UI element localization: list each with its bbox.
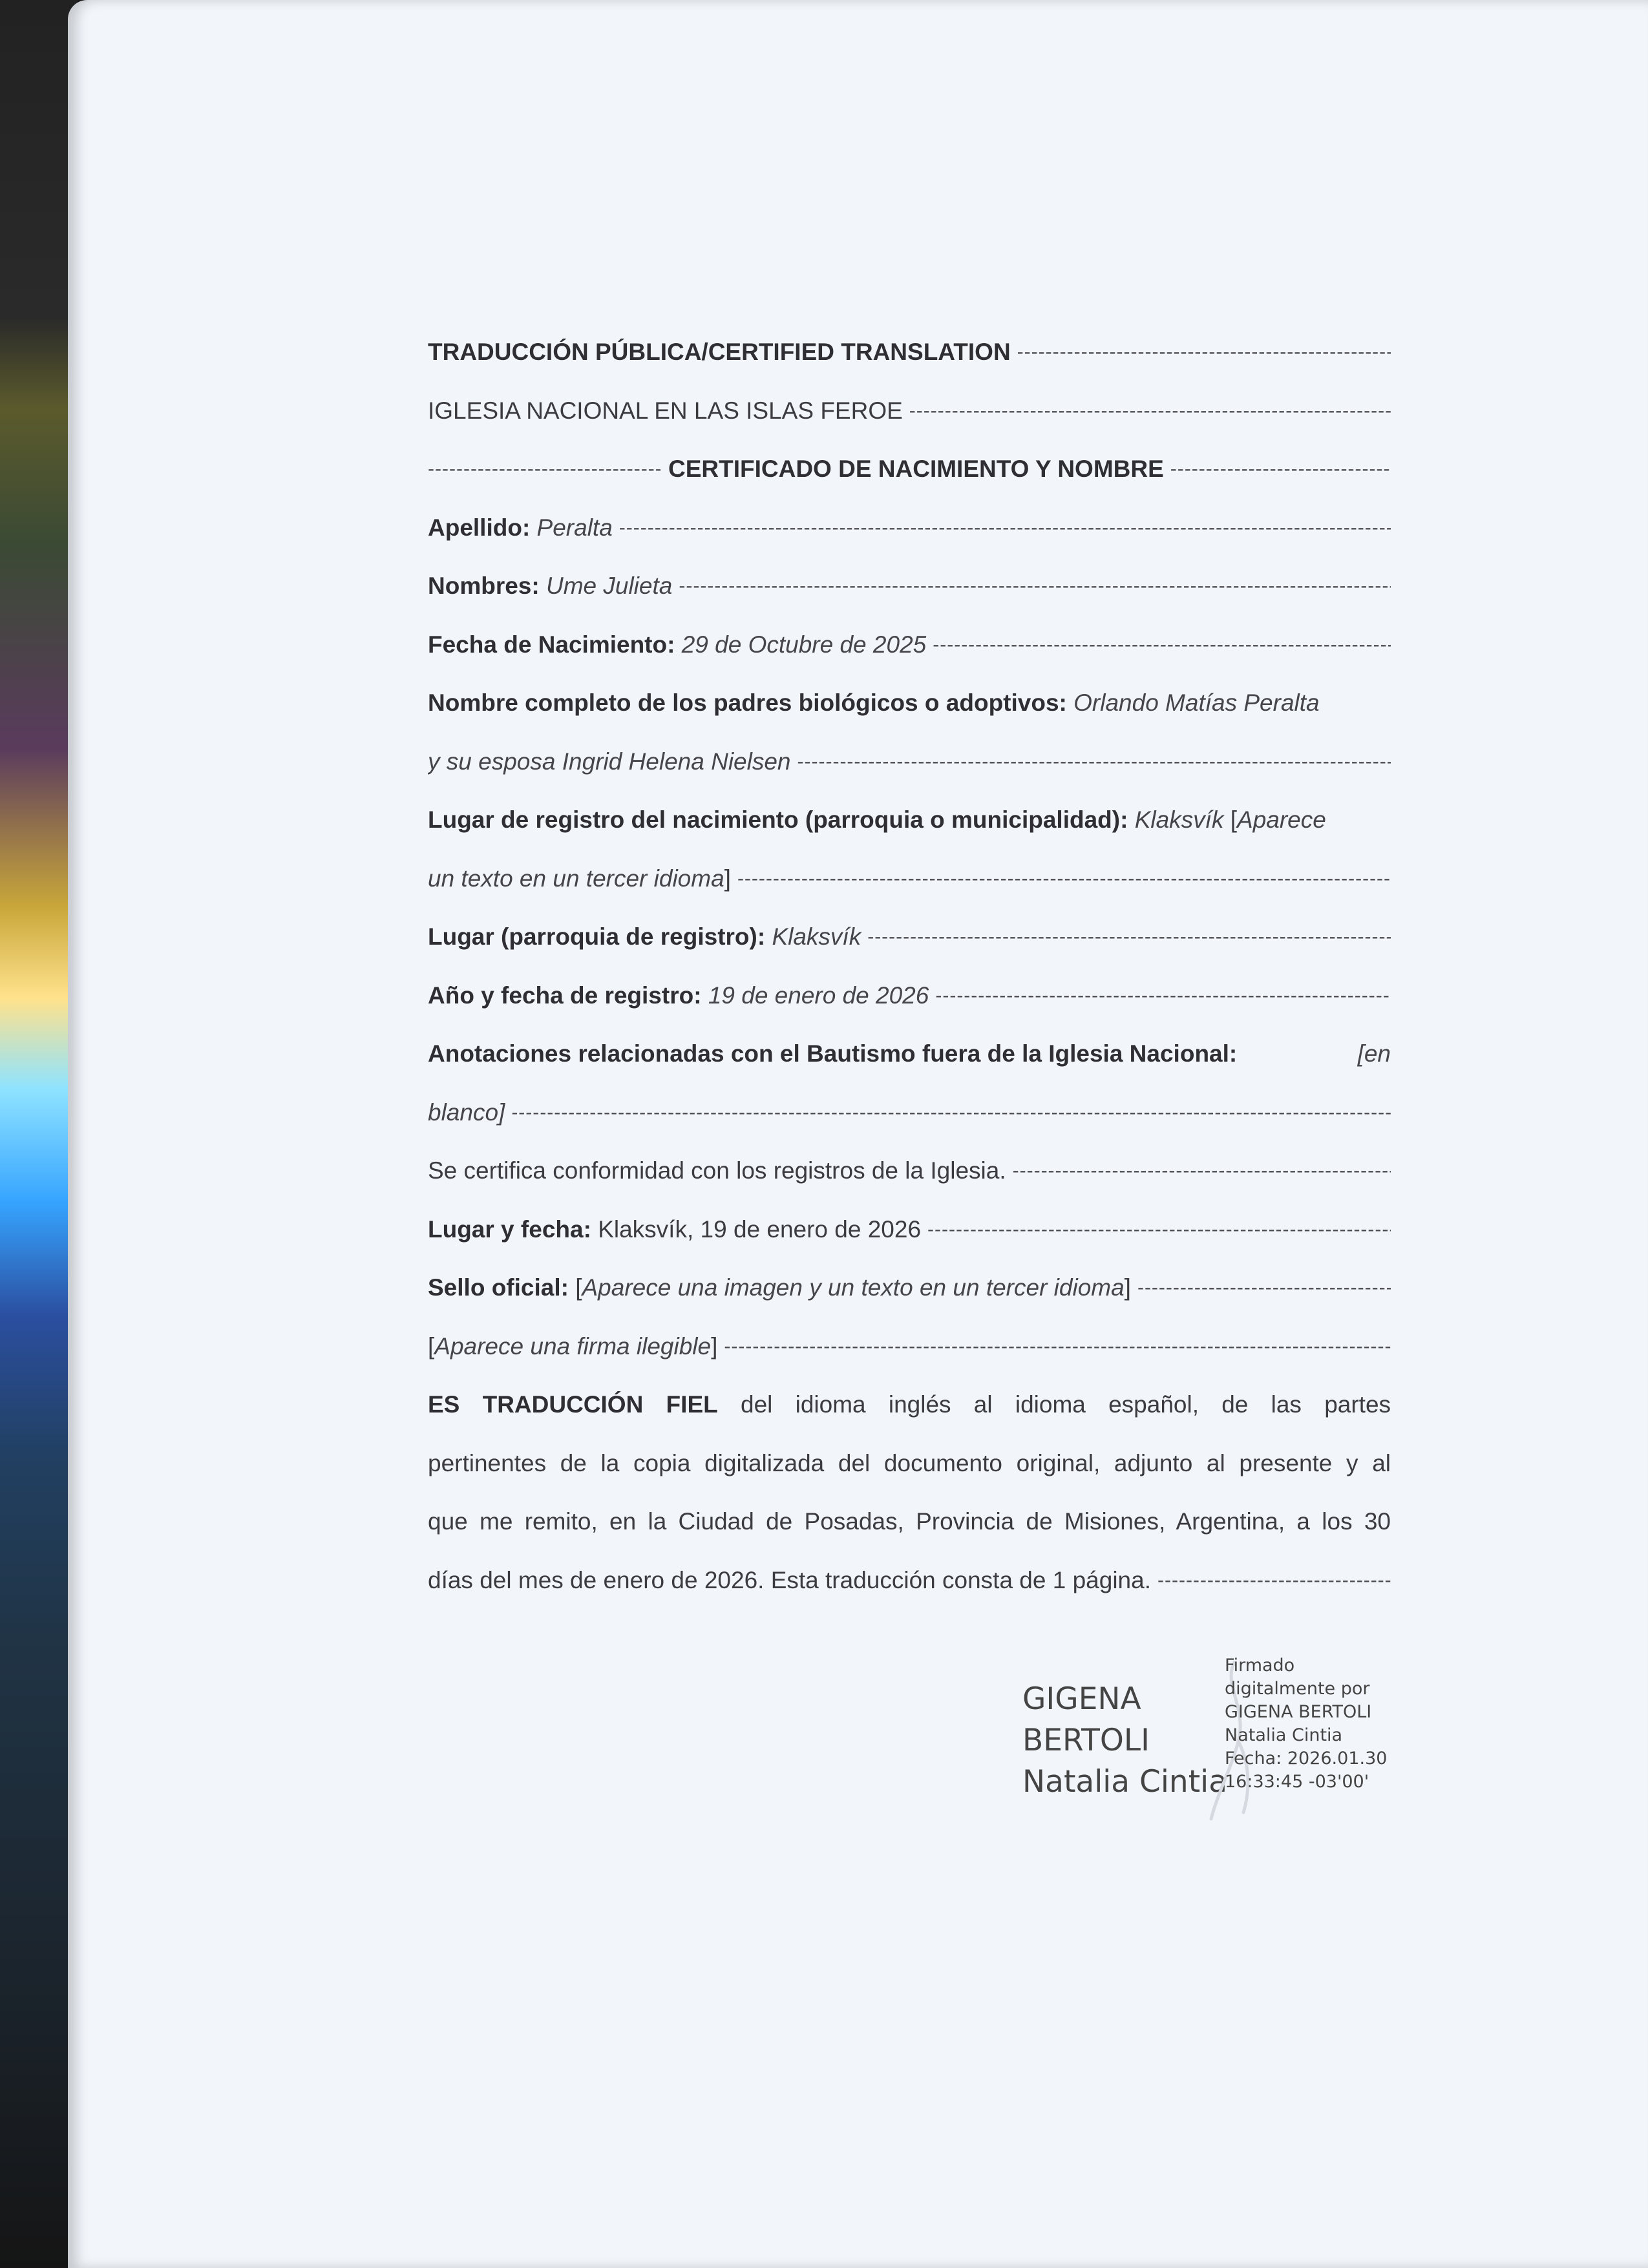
dash-fill	[798, 733, 1391, 792]
dash-fill	[1013, 1142, 1391, 1201]
signature-meta-line: 16:33:45 -03'00'	[1225, 1772, 1369, 1792]
seal-line	[428, 1259, 1391, 1318]
dash-fill	[511, 1084, 1391, 1142]
place-date-value: Klaksvík, 19 de enero de 2026	[598, 1215, 922, 1243]
parents-value: Orlando Matías Peralta	[1073, 689, 1320, 716]
signature-meta-line: digitalmente por	[1225, 1679, 1370, 1699]
bracket: [	[575, 1274, 582, 1301]
closing-line-2	[428, 1434, 1391, 1493]
registration-date-value: 19 de enero de 2026	[708, 982, 929, 1009]
dash-fill	[1170, 440, 1391, 499]
parish-value: Klaksvík	[772, 923, 861, 950]
certificate-title: CERTIFICADO DE NACIMIENTO Y NOMBRE	[668, 456, 1164, 482]
bracket: ]	[724, 865, 731, 892]
church-line	[428, 382, 1391, 441]
closing-text: pertinentes de la copia digitalizada del documento original, adjunto al presente y al	[428, 1449, 1391, 1476]
place-date-label: Lugar y fecha:	[428, 1215, 591, 1243]
registry-value: Klaksvík	[1134, 806, 1224, 833]
dash-fill	[737, 850, 1391, 908]
signer-surname-1: GIGENA	[1022, 1681, 1141, 1717]
parents-line	[428, 674, 1391, 733]
signature-note-line	[428, 1318, 1391, 1376]
dash-fill	[909, 382, 1391, 441]
dash-fill	[867, 908, 1391, 967]
bracket: [	[428, 1332, 435, 1360]
header-line	[428, 323, 1391, 382]
parish-line	[428, 908, 1391, 967]
dash-fill	[933, 616, 1391, 675]
parents-label: Nombre completo de los padres biológicos o adoptivos:	[428, 689, 1067, 716]
church-name: IGLESIA NACIONAL EN LAS ISLAS FEROE	[428, 397, 903, 424]
closing-text: días del mes de enero de 2026. Esta traducción consta de 1 página.	[428, 1566, 1151, 1593]
certificate-title-line	[428, 440, 1391, 499]
closing-line-3	[428, 1493, 1391, 1551]
dash-fill	[927, 1201, 1391, 1259]
bracket: ]	[1124, 1274, 1131, 1301]
dash-fill	[724, 1318, 1391, 1376]
signature-meta-line: GIGENA BERTOLI	[1225, 1702, 1372, 1722]
surname-label: Apellido:	[428, 514, 531, 541]
baptism-line-2	[428, 1084, 1391, 1142]
signature-meta-line: Firmado	[1225, 1655, 1295, 1675]
closing-text: del idioma inglés al idioma español, de las partes	[741, 1391, 1391, 1418]
closing-text: que me remito, en la Ciudad de Posadas, Provincia de Misiones, Argentina, a los 30	[428, 1508, 1391, 1535]
seal-label: Sello oficial:	[428, 1274, 569, 1301]
baptism-line	[428, 1025, 1391, 1084]
surname-line	[428, 499, 1391, 558]
signer-surname-2: BERTOLI	[1022, 1723, 1150, 1758]
dash-fill	[679, 557, 1391, 616]
birth-date-value: 29 de Octubre de 2025	[681, 631, 927, 658]
parents-line-2	[428, 733, 1391, 792]
dash-fill	[1017, 323, 1391, 382]
registry-note: Aparece	[1237, 806, 1326, 833]
closing-lead: ES TRADUCCIÓN FIEL	[428, 1391, 718, 1418]
dash-fill	[935, 967, 1391, 1025]
digital-signature	[1022, 1654, 1410, 1829]
dash-fill	[619, 499, 1391, 558]
registry-label: Lugar de registro del nacimiento (parroquia o municipalidad):	[428, 806, 1128, 833]
signature-metadata	[1225, 1654, 1412, 1794]
dash-fill	[1157, 1551, 1391, 1610]
signature-meta-line: Natalia Cintia	[1225, 1725, 1343, 1745]
closing-line-1	[428, 1376, 1391, 1434]
registration-date-line	[428, 967, 1391, 1025]
signature-note: Aparece una firma ilegible	[434, 1332, 712, 1360]
registration-date-label: Año y fecha de registro:	[428, 982, 702, 1009]
dash-fill	[428, 440, 660, 499]
certify-text: Se certifica conformidad con los registros de la Iglesia.	[428, 1157, 1006, 1184]
birth-date-line	[428, 616, 1391, 675]
signature-meta-line: Fecha: 2026.01.30	[1225, 1748, 1388, 1769]
baptism-label: Anotaciones relacionadas con el Bautismo fuera de la Iglesia Nacional:	[428, 1040, 1238, 1067]
registry-line	[428, 791, 1391, 850]
baptism-value: [en	[1357, 1040, 1391, 1067]
names-label: Nombres:	[428, 572, 540, 599]
signer-given-names: Natalia Cintia	[1022, 1764, 1227, 1800]
closing-line-4	[428, 1551, 1391, 1610]
registry-note-continued: un texto en un tercer idioma	[428, 865, 724, 892]
certify-line	[428, 1142, 1391, 1201]
names-value: Ume Julieta	[545, 572, 673, 599]
registry-line-2	[428, 850, 1391, 908]
baptism-value-continued: blanco]	[428, 1098, 505, 1126]
parish-label: Lugar (parroquia de registro):	[428, 923, 766, 950]
document-title: TRADUCCIÓN PÚBLICA/CERTIFIED TRANSLATION	[428, 339, 1011, 365]
place-date-line	[428, 1201, 1391, 1259]
seal-value: Aparece una imagen y un texto en un tercer idioma	[582, 1274, 1125, 1301]
bracket: [	[1230, 806, 1238, 833]
names-line	[428, 557, 1391, 616]
parents-value-continued: y su esposa Ingrid Helena Nielsen	[428, 748, 791, 775]
birth-date-label: Fecha de Nacimiento:	[428, 631, 675, 658]
bracket: ]	[711, 1332, 718, 1360]
translation-body	[428, 323, 1391, 1610]
dash-fill	[1137, 1259, 1391, 1318]
surname-value: Peralta	[536, 514, 613, 541]
scanner-edge	[0, 0, 78, 2268]
